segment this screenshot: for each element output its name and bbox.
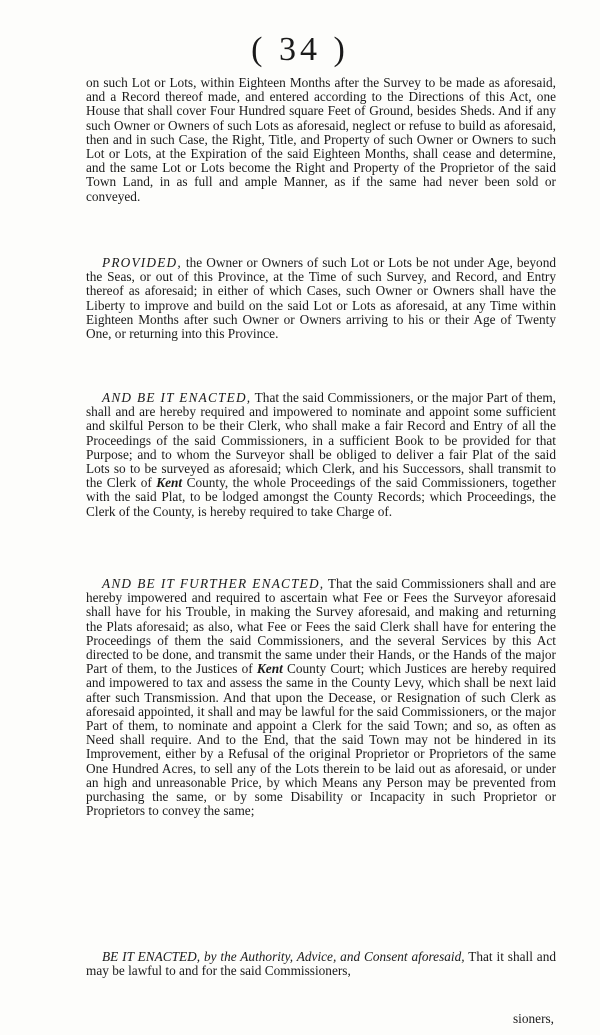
- paragraph-text: County, the whole Proceedings of the said Commissioners, together with the said Plat, to be lodged amongst the County Records; which Proceedings, the Clerk of the County, is hereby required to take Charge of.: [86, 475, 556, 519]
- paragraph-text: County Court; which Justices are hereby required and impowered to tax and assess the same in the County Levy, which shall be next laid after such Transmission. And that upon the Decease, or Resignation of such Clerk as aforesaid appointed, it shall and may be lawful for the said Commissioners, or the major Part of them, to nominate and appoint a Clerk for the said Town; and so, as often as Need shall require. And to the End, that the said Town may not be hindered in its Improvement, either by a Refusal of the original Proprietor or Proprietors of the same One Hundred Acres, to sell any of the Lots therein to be laid out as aforesaid, or under an high and unreasonable Price, by which Means any Person may be prevented from purchasing the same, or by some Disability or Incapacity in such Proprietor or Proprietors to convey the same;: [86, 661, 556, 819]
- county-name: Kent: [256, 661, 283, 677]
- catchword: sioners,: [513, 1011, 554, 1026]
- county-name: Kent: [156, 475, 183, 491]
- paragraph-commissioners-authority: [86, 950, 556, 978]
- paragraph-lead: AND BE IT ENACTED,: [102, 390, 252, 405]
- paragraph-text: That it shall and may be lawful to and for the said Commissioners,: [86, 949, 557, 979]
- paragraph-text: That the said Commissioners shall and are hereby impowered and required to ascertain what Fee or Fees the Surveyor aforesaid shall have for his Trouble, in making the Survey aforesaid, and making and returning the Plats aforesaid; as also, what Fee or Fees the said Clerk shall have for entering the Proceedings of them the said Commissioners, and the several Services by this Act directed to be done, and transmit the same under their Hands, or the Hands of the major Part of them, to the Justices of: [86, 576, 556, 677]
- paragraph-text: the Owner or Owners of such Lot or Lots be not under Age, beyond the Seas, or out of this Province, at the Time of such Survey, and Record, and Entry thereof as aforesaid; in either of which Cases, such Owner or Owners shall have the Liberty to improve and build on the said Lot or Lots as aforesaid, at any Time within Eighteen Months after such Owner or Owners arriving to his or their Age of Twenty One, or returning into this Province.: [86, 255, 556, 342]
- paragraph-lot-building-requirement: [86, 76, 556, 204]
- paragraph-lead: BE IT ENACTED, by the Authority, Advice, and Consent aforesaid,: [102, 949, 465, 964]
- paragraph-lead: PROVIDED,: [102, 255, 182, 270]
- paragraph-text: That the said Commissioners, or the major Part of them, shall and are hereby required and impowered to nominate and appoint some sufficient and skilful Person to be their Clerk, who shall make a fair Record and Entry of all the Proceedings of the said Commissioners, in a sufficient Book to be provided for that Purpose; and to whom the Surveyor shall be obliged to deliver a fair Plat of the said Lots so to be surveyed as aforesaid; which Clerk, and his Successors, shall transmit to the Clerk of: [86, 390, 557, 491]
- paragraph-lead: AND BE IT FURTHER ENACTED,: [102, 576, 325, 591]
- paragraph-clerk-appointment: [86, 391, 556, 519]
- page-number: ( 34 ): [251, 31, 349, 68]
- paragraph-provided-clause: [86, 256, 556, 341]
- paragraph-text: on such Lot or Lots, within Eighteen Months after the Survey to be made as aforesaid, and a Record thereof made, and entered according to the Directions of this Act, one House that shall cover Four Hundred square Feet of Ground, besides Sheds. And if any such Owner or Owners of such Lots as aforesaid, neglect or refuse to build as aforesaid, then and in such Case, the Right, Title, and Property of such Owner or Owners to such Lot or Lots, at the Expiration of the said Eighteen Months, shall cease and determine, and the same Lot or Lots become the Right and Property of the Proprietor of the said Town Land, in as full and ample Manner, as if the same had never been sold or conveyed.: [86, 75, 556, 204]
- paragraph-fees-and-clerk-succession: [86, 577, 556, 818]
